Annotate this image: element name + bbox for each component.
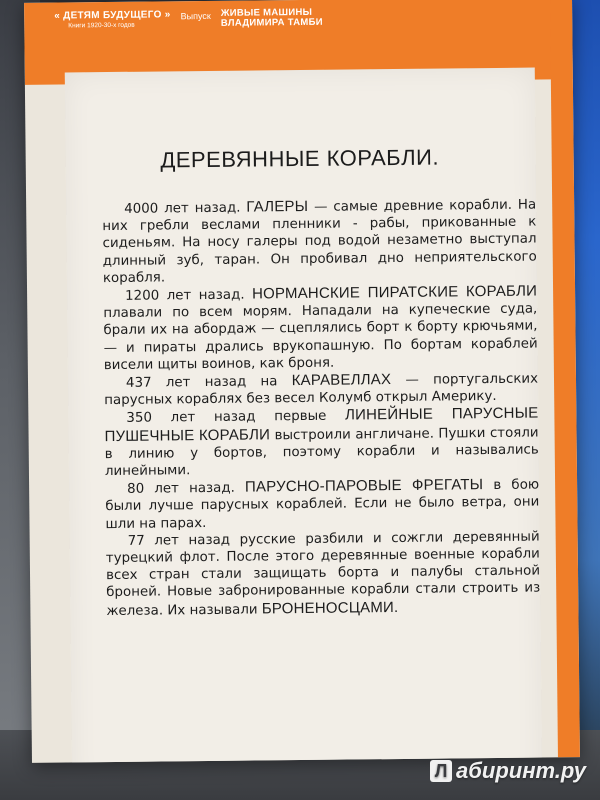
paragraph [105, 476, 540, 533]
paragraph-highlight: НОРМАНСКИЕ ПИРАТСКИЕ КОРАБЛИ [251, 282, 538, 303]
series-subtitle: Книги 1920-30-х годов [68, 21, 135, 30]
paragraph [106, 528, 541, 620]
paragraph [103, 283, 538, 375]
issue-title-line2: ВЛАДИМИРА ТАМБИ [220, 16, 323, 29]
issue-block [221, 8, 323, 29]
paragraph-body: выстроили англичане. Пушки стояли в линию у бортов, поэтому корабли и назывались линейными. [104, 425, 539, 480]
paragraph-lead: 77 лет назад русские разбили и сожгли деревянный турецкий флот. После этого деревянные военные корабли всех стран стали защищать борта и палубы стальной броней. Новые забронированные корабли стали строить из железа. Их называли [105, 529, 541, 619]
paragraph-body: — самые древние корабли. На них гребли веслами пленники - рабы, прикованные к сиденьям. На носу галеры под водой незаметно выступал длинный зуб, таран. Он пробивал дно неприятельского корабля. [102, 197, 537, 286]
paragraph-lead: 4000 лет назад. [124, 200, 241, 217]
issue-label: Выпуск [180, 10, 211, 22]
book-page [24, 0, 580, 763]
paragraph-body: — португальских парусных кораблях без весел Колумб открыл Америку. [104, 371, 539, 409]
paragraph-highlight: БРОНЕНОСЦАМИ. [261, 598, 399, 618]
paragraph-lead: 1200 лет назад. [125, 287, 245, 304]
issue-title-line1: ЖИВЫЕ МАШИНЫ [220, 6, 313, 19]
paragraph [104, 370, 538, 410]
series-header [54, 8, 323, 31]
labirint-watermark [430, 758, 586, 784]
series-name: « ДЕТЯМ БУДУЩЕГО » [54, 9, 171, 22]
paragraph [104, 405, 539, 480]
watermark-text: абиринт.ру [456, 758, 586, 783]
paragraph-lead: 80 лет назад. [127, 480, 235, 498]
paragraph-lead: 437 лет назад на [125, 374, 278, 391]
paragraph-highlight: ПАРУСНО-ПАРОВЫЕ ФРЕГАТЫ [244, 476, 484, 496]
paragraph-body: плавали по всем морям. Нападали на купеческие суда, брали их на абордаж — сцеплялись борт к борту крючьями, — и пираты дрались врукопашную. По бортам кораблей висели щиты воинов, как броня. [103, 301, 538, 373]
paragraph-lead: 350 лет назад первые [126, 409, 327, 427]
paragraph-highlight: ГАЛЕРЫ [246, 197, 309, 216]
paragraph-highlight: ЛИНЕЙНЫЕ ПАРУСНЫЕ ПУШЕЧНЫЕ КОРАБЛИ [104, 404, 539, 445]
paragraph-body: в бою были лучше парусных кораблей. Если не было ветра, они шли на парах. [105, 477, 540, 532]
article-text [102, 196, 540, 620]
paragraph [102, 196, 537, 288]
paragraph-highlight: КАРАВЕЛЛАХ [291, 371, 392, 390]
page-title: ДЕРЕВЯННЫЕ КОРАБЛИ. [160, 144, 440, 173]
labirint-logo-icon: Л [430, 760, 452, 782]
series-block [54, 9, 171, 30]
